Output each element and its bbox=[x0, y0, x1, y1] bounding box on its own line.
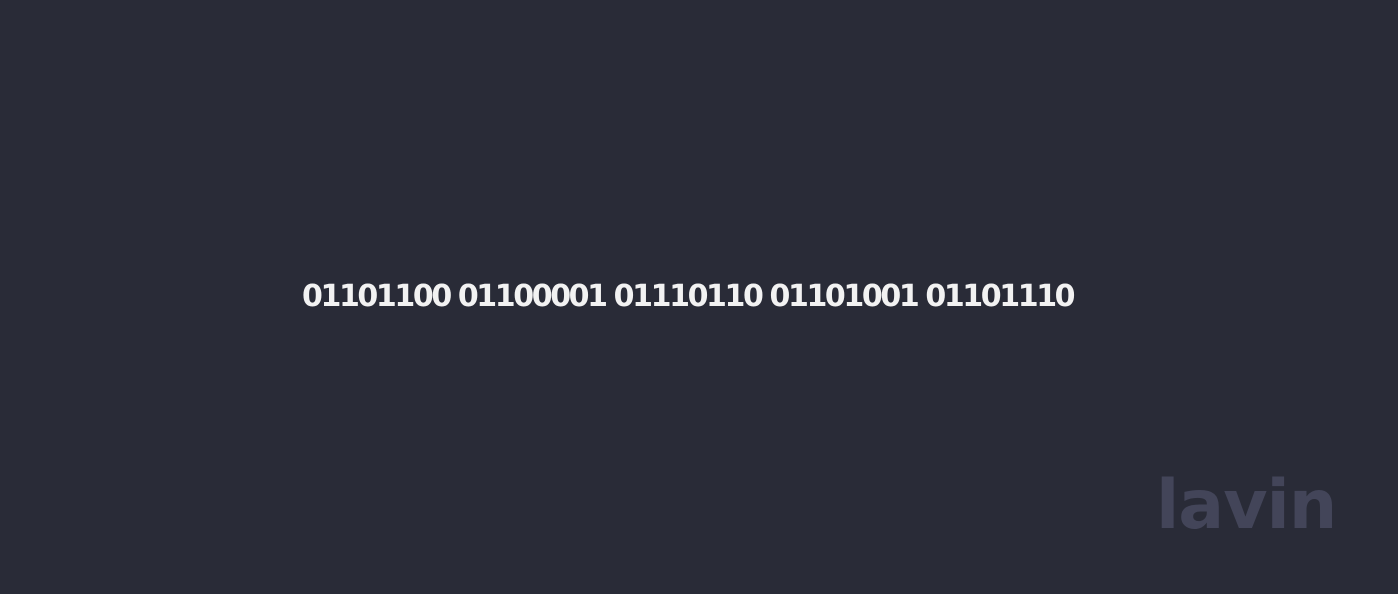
watermark-logo: lavin bbox=[1156, 466, 1337, 545]
binary-text: 01101100 01100001 01110110 01101001 01101110 bbox=[302, 279, 1074, 314]
